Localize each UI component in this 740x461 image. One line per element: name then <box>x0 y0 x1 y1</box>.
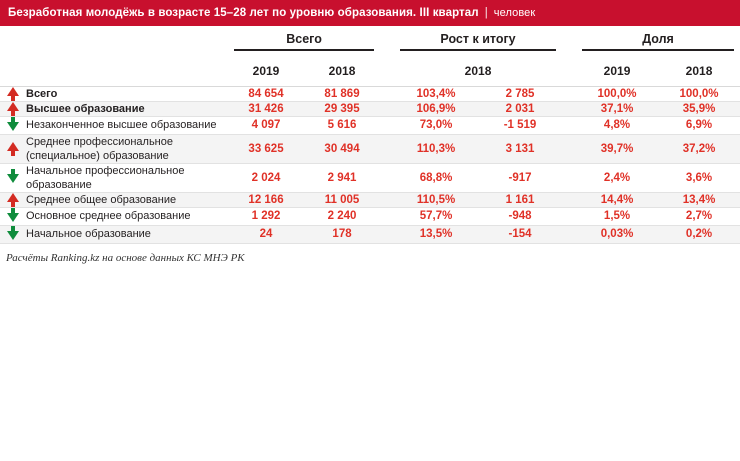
share-2019-value: 14,4% <box>576 192 658 207</box>
share-2019-value: 4,8% <box>576 116 658 134</box>
group-header-share-label: Доля <box>582 32 734 51</box>
share-2019-value: 0,03% <box>576 225 658 243</box>
group-header-row <box>0 26 740 56</box>
growth-absolute-value: -1 519 <box>478 116 562 134</box>
trend-down-icon <box>0 163 26 192</box>
source-note: Расчёты Ranking.kz на основе данных КС МНЭ РК <box>6 251 245 264</box>
year-header-total-2018: 2018 <box>304 56 380 86</box>
year-header-growth-2018: 2018 <box>394 56 562 86</box>
row-gap-2 <box>562 192 576 207</box>
title-separator: | <box>484 7 488 19</box>
share-2018-value: 2,7% <box>658 207 740 225</box>
row-gap-2 <box>562 225 576 243</box>
year-gap-2 <box>562 56 576 86</box>
row-label: Незаконченное высшее образование <box>26 116 228 134</box>
share-2019-value: 39,7% <box>576 134 658 163</box>
share-2018-value: 100,0% <box>658 86 740 101</box>
growth-absolute-value: 2 031 <box>478 101 562 116</box>
share-2018-value: 3,6% <box>658 163 740 192</box>
row-gap-2 <box>562 101 576 116</box>
row-label: Среднее профессиональное (специальное) образование <box>26 134 228 163</box>
growth-absolute-value: -917 <box>478 163 562 192</box>
share-2019-value: 2,4% <box>576 163 658 192</box>
group-header-share <box>576 26 740 56</box>
share-2018-value: 6,9% <box>658 116 740 134</box>
trend-down-icon <box>0 225 26 243</box>
row-gap-2 <box>562 207 576 225</box>
group-gap-2 <box>562 26 576 56</box>
share-2018-value: 35,9% <box>658 101 740 116</box>
share-2018-value: 13,4% <box>658 192 740 207</box>
row-gap-1 <box>380 192 394 207</box>
row-gap-2 <box>562 86 576 101</box>
growth-absolute-value: 3 131 <box>478 134 562 163</box>
year-header-row <box>0 56 740 86</box>
year-header-total-2019: 2019 <box>228 56 304 86</box>
total-2018-value: 81 869 <box>304 86 380 101</box>
year-header-share-2018: 2018 <box>658 56 740 86</box>
growth-percent-value: 110,5% <box>394 192 478 207</box>
row-gap-1 <box>380 116 394 134</box>
trend-up-icon <box>0 101 26 116</box>
growth-percent-value: 110,3% <box>394 134 478 163</box>
row-label: Всего <box>26 86 228 101</box>
share-2018-value: 0,2% <box>658 225 740 243</box>
year-gap-1 <box>380 56 394 86</box>
row-gap-2 <box>562 163 576 192</box>
row-label: Высшее образование <box>26 101 228 116</box>
year-header-blank <box>0 56 228 86</box>
title-bar <box>0 0 740 26</box>
trend-down-icon <box>0 116 26 134</box>
trend-down-icon <box>0 207 26 225</box>
row-label: Основное среднее образование <box>26 207 228 225</box>
row-gap-2 <box>562 116 576 134</box>
group-gap-1 <box>380 26 394 56</box>
total-2018-value: 178 <box>304 225 380 243</box>
growth-absolute-value: -948 <box>478 207 562 225</box>
total-2018-value: 2 941 <box>304 163 380 192</box>
total-2019-value: 24 <box>228 225 304 243</box>
row-gap-1 <box>380 225 394 243</box>
table-row <box>0 225 740 243</box>
row-label: Начальное образование <box>26 225 228 243</box>
growth-percent-value: 73,0% <box>394 116 478 134</box>
total-2019-value: 1 292 <box>228 207 304 225</box>
total-2019-value: 2 024 <box>228 163 304 192</box>
title-unit: человек <box>493 7 536 19</box>
trend-up-icon <box>0 192 26 207</box>
table-body <box>0 86 740 243</box>
group-header-growth <box>394 26 562 56</box>
data-table <box>0 26 740 244</box>
growth-percent-value: 68,8% <box>394 163 478 192</box>
table-row <box>0 134 740 163</box>
row-gap-2 <box>562 134 576 163</box>
share-2019-value: 37,1% <box>576 101 658 116</box>
growth-percent-value: 106,9% <box>394 101 478 116</box>
growth-percent-value: 57,7% <box>394 207 478 225</box>
row-label: Начальное профессиональное образование <box>26 163 228 192</box>
total-2019-value: 33 625 <box>228 134 304 163</box>
table-row <box>0 163 740 192</box>
group-header-total <box>228 26 380 56</box>
group-header-blank <box>0 26 228 56</box>
table-row <box>0 116 740 134</box>
total-2018-value: 30 494 <box>304 134 380 163</box>
total-2018-value: 11 005 <box>304 192 380 207</box>
total-2018-value: 5 616 <box>304 116 380 134</box>
growth-percent-value: 103,4% <box>394 86 478 101</box>
table-row <box>0 101 740 116</box>
total-2018-value: 2 240 <box>304 207 380 225</box>
share-2019-value: 1,5% <box>576 207 658 225</box>
table-row <box>0 207 740 225</box>
row-gap-1 <box>380 86 394 101</box>
table-row <box>0 86 740 101</box>
share-2019-value: 100,0% <box>576 86 658 101</box>
row-label: Среднее общее образование <box>26 192 228 207</box>
growth-absolute-value: 2 785 <box>478 86 562 101</box>
total-2019-value: 84 654 <box>228 86 304 101</box>
total-2018-value: 29 395 <box>304 101 380 116</box>
total-2019-value: 31 426 <box>228 101 304 116</box>
year-header-share-2019: 2019 <box>576 56 658 86</box>
growth-absolute-value: -154 <box>478 225 562 243</box>
growth-absolute-value: 1 161 <box>478 192 562 207</box>
group-header-total-label: Всего <box>234 32 374 51</box>
row-gap-1 <box>380 163 394 192</box>
group-header-growth-label: Рост к итогу <box>400 32 556 51</box>
row-gap-1 <box>380 134 394 163</box>
table-row <box>0 192 740 207</box>
trend-up-icon <box>0 86 26 101</box>
row-gap-1 <box>380 101 394 116</box>
growth-percent-value: 13,5% <box>394 225 478 243</box>
row-gap-1 <box>380 207 394 225</box>
trend-up-icon <box>0 134 26 163</box>
share-2018-value: 37,2% <box>658 134 740 163</box>
total-2019-value: 12 166 <box>228 192 304 207</box>
total-2019-value: 4 097 <box>228 116 304 134</box>
page-title: Безработная молодёжь в возрасте 15–28 лет по уровню образования. III квартал <box>8 7 479 19</box>
